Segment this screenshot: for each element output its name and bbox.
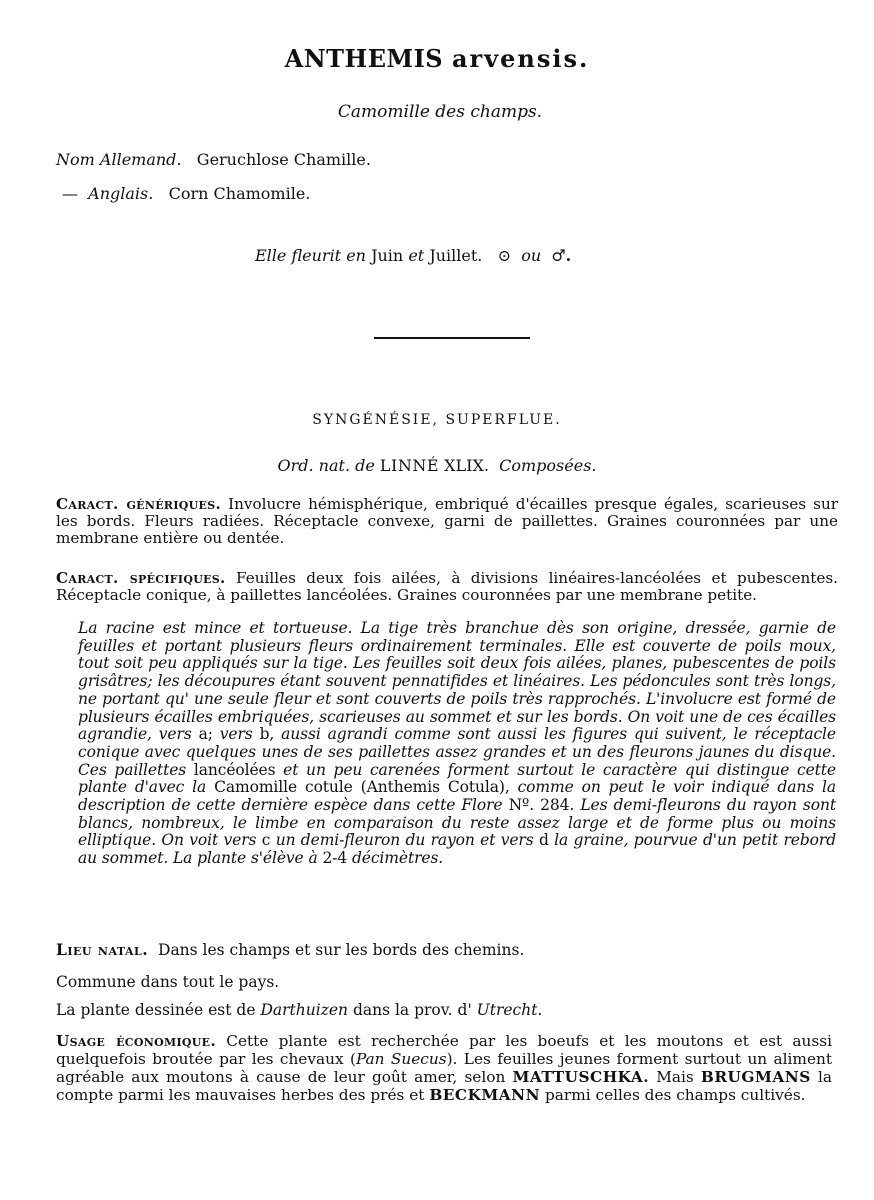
section-heading: Caract. spécifiques.	[56, 569, 226, 587]
figure-ref-c: c	[261, 831, 271, 850]
drawing-origin	[56, 1001, 542, 1019]
dash-prefix: —	[62, 184, 78, 203]
author-name: BECKMANN	[429, 1086, 541, 1104]
description-text: et un peu carenées forment surtout le caractère qui distingue cette plante d'avec la	[78, 760, 837, 797]
language-label: Allemand.	[99, 150, 182, 169]
species-name: arvensis.	[452, 44, 590, 73]
common-name-english-line	[62, 184, 310, 203]
section-text: Dans les champs et sur les bords des chemins.	[158, 941, 525, 959]
figure-ref-b: b,	[259, 725, 275, 744]
native-habitat	[56, 940, 524, 959]
flowering-label: Elle fleurit	[255, 246, 342, 265]
common-name-french: Camomille des champs.	[337, 102, 543, 122]
order-author: LINNÉ	[379, 456, 440, 475]
section-text: Feuilles deux fois ailées, à divisions linéaires-lancéolées et pubescentes. Réceptacle conique, à paillettes lancéolées. Graines couronnées par une membrane petite.	[56, 569, 838, 604]
distribution-note: Commune dans tout le pays.	[56, 973, 280, 991]
linnaean-class: SYNGÉNÉSIE, SUPERFLUE.	[312, 412, 562, 428]
section-text: parmi celles des champs cultivés.	[545, 1086, 806, 1104]
biennial-symbol-icon: ♂.	[551, 246, 572, 265]
section-heading: Caract. génériques.	[56, 495, 222, 513]
description-text: vers	[219, 725, 253, 744]
figure-ref-a: a;	[198, 725, 213, 744]
common-name-german-line	[56, 150, 371, 169]
flowering-month-2: Juillet.	[429, 246, 483, 265]
plant-height: 2-4	[322, 849, 348, 868]
description-text: Les demi-fleurons du rayon sont blancs, nombreux, le limbe en comparaison du reste assez large et de forme plus ou moins elliptique. On voit vers	[78, 796, 837, 850]
flowering-month-1: Juin	[371, 246, 404, 265]
order-family: Composées.	[499, 456, 597, 475]
origin-text: La plante dessinée est de	[56, 1001, 256, 1019]
description-text: comme on peut le voir indiqué dans la description de cette dernière espèce dans cette Flore	[78, 778, 836, 815]
annual-symbol-icon: ⊙	[497, 246, 512, 265]
genus-name: ANTHEMIS	[284, 44, 444, 73]
flowering-line	[255, 246, 571, 265]
section-heading: Lieu natal.	[56, 940, 149, 959]
flora-number: Nº. 284.	[508, 796, 575, 815]
origin-text: dans la prov. d'	[352, 1001, 472, 1019]
figure-ref-d: d	[538, 831, 549, 850]
flowering-en: en	[346, 246, 366, 265]
description-text: aussi agrandi comme sont aussi les figures qui suivent, le réceptacle conique avec quelques unes de ses paillettes assez grandes et un des fleurons jaunes du disque. Ces paillettes	[78, 725, 836, 779]
description-text: un demi-fleuron du rayon et vers	[275, 831, 534, 850]
divider-rule	[374, 337, 530, 339]
generic-characters	[56, 496, 838, 547]
economic-usage	[56, 1032, 832, 1104]
section-heading: Usage économique.	[56, 1032, 216, 1050]
flowering-et: et	[408, 246, 425, 265]
description-text: la graine, pourvue d'un petit rebord au sommet. La plante s'élève à	[78, 831, 837, 868]
section-text: la compte parmi les mauvaises herbes des prés et	[56, 1068, 832, 1104]
common-name-value: Corn Chamomile.	[168, 184, 311, 203]
order-prefix: Ord. nat. de	[277, 456, 375, 475]
author-name: BRUGMANS	[700, 1068, 811, 1086]
fodder-reference: Pan Suecus	[355, 1050, 447, 1068]
flowering-ou: ou	[521, 246, 542, 265]
section-text: Cette plante est recherchée par les boeufs et les moutons et est aussi quelquefois broutée par les chevaux (	[56, 1032, 832, 1068]
description-upright-term: lancéolées	[193, 760, 276, 779]
page-title	[0, 44, 874, 73]
author-name: MATTUSCHKA.	[512, 1068, 650, 1086]
natural-order-line	[0, 456, 874, 475]
nom-prefix: Nom	[56, 150, 95, 169]
section-text: Mais	[656, 1068, 694, 1086]
origin-province: Utrecht.	[476, 1001, 543, 1019]
order-number: XLIX.	[444, 456, 489, 475]
description-text: décimètres.	[351, 849, 444, 868]
specific-characters	[56, 570, 838, 604]
language-label: Anglais.	[88, 184, 154, 203]
species-reference: Camomille cotule (Anthemis Cotula),	[214, 778, 510, 797]
description-text: La racine est mince et tortueuse. La tige très branchue dès son origine, dressée, garnie de feuilles et portant plusieurs fleurs ordinairement terminales. Elle est couverte de poils moux, tout soit peu appliqués sur la tige. Les feuilles soit deux fois ailées, planes, pubescentes de poils grisâtres; les découpures étant souvent pennatifides et linéaires. Les pédoncules sont très longs, ne portant qu' une seule fleur et sont couverts de poils très rapprochés. L'involucre est formé de plusieurs écailles embriquées, scarieuses au sommet et sur les bords. On voit une de ces écailles agrandie, vers	[78, 619, 836, 744]
section-text: Involucre hémisphérique, embriqué d'écailles presque égales, scarieuses sur les bords. Fleurs radiées. Réceptacle convexe, garni de paillettes. Graines couronnées par une membrane entière ou dentée.	[56, 495, 838, 547]
origin-place: Darthuizen	[260, 1001, 348, 1019]
plant-description	[78, 620, 836, 868]
common-name-value: Geruchlose Chamille.	[196, 150, 371, 169]
section-text: ). Les feuilles jeunes forment surtout un aliment agréable aux moutons à cause de leur goût amer, selon	[56, 1050, 832, 1086]
